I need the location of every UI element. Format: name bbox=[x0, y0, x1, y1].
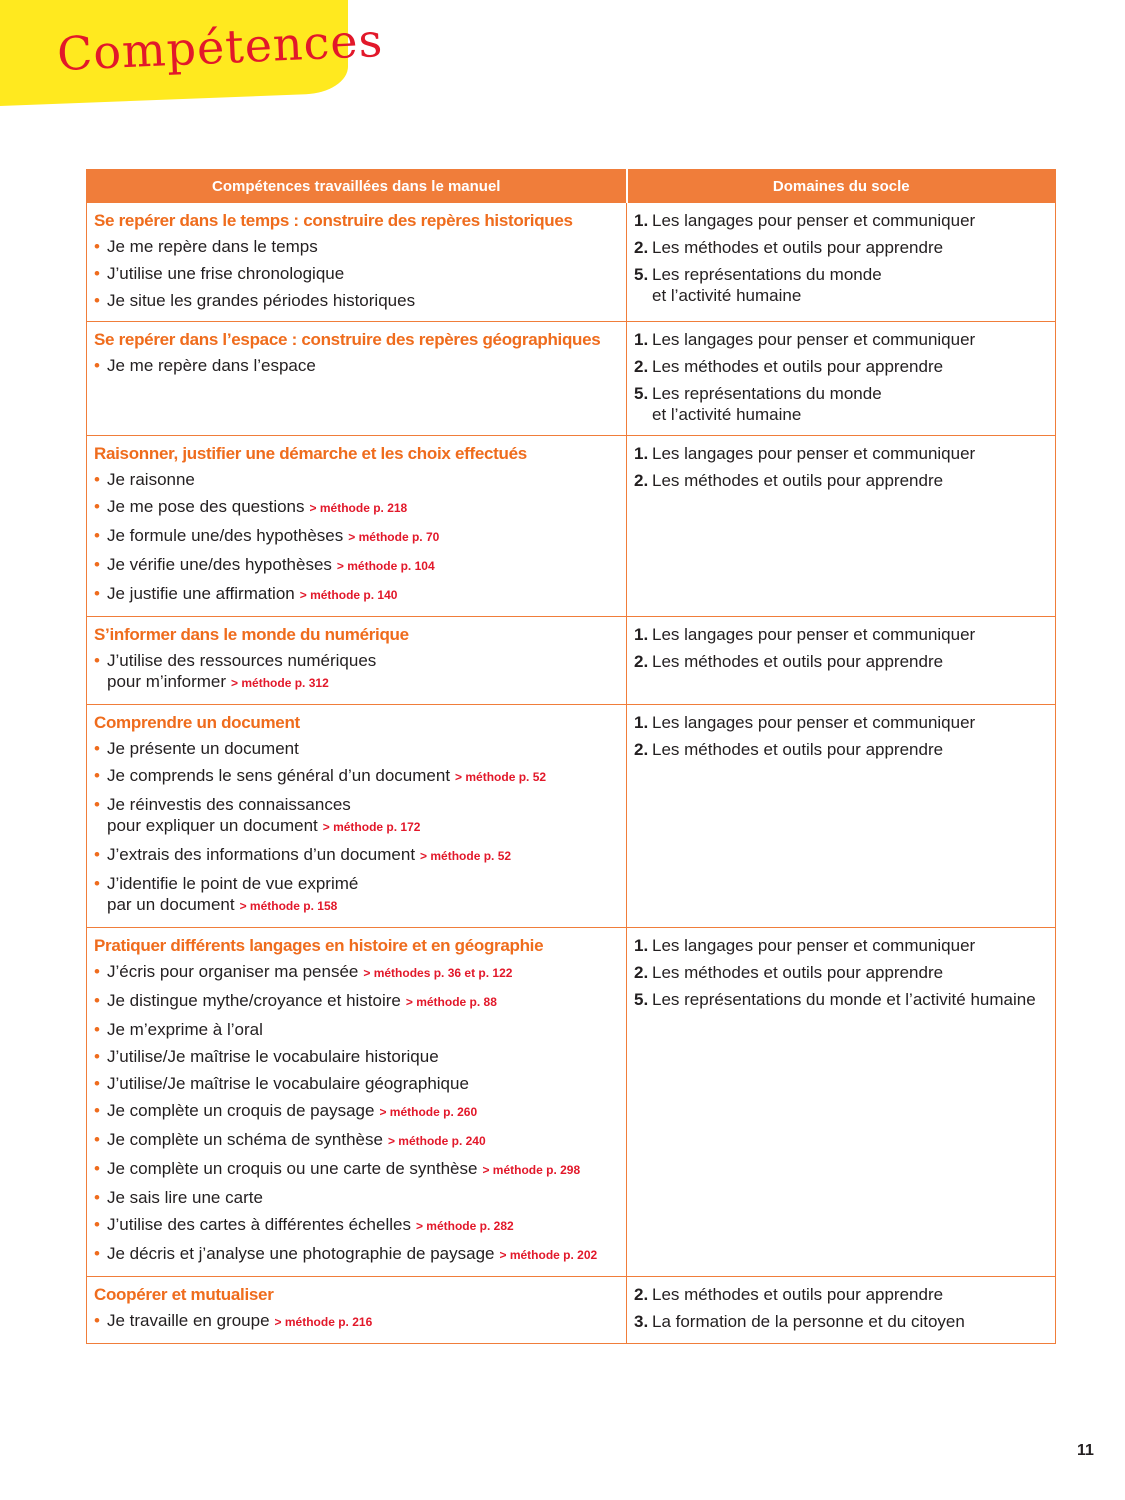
bullet-icon: • bbox=[94, 874, 100, 893]
domain-item bbox=[634, 935, 1048, 956]
competence-text: Je me repère dans l’espace bbox=[107, 356, 316, 375]
method-reference: > méthode p. 158 bbox=[239, 899, 338, 913]
competence-item bbox=[94, 1310, 619, 1333]
bullet-icon: • bbox=[94, 962, 100, 981]
table-row bbox=[87, 322, 1056, 436]
category-title: Raisonner, justifier une démarche et les choix effectués bbox=[94, 444, 527, 463]
domain-number: 2. bbox=[634, 238, 649, 257]
competence-text-continued: par un document bbox=[107, 895, 235, 914]
domain-text-block bbox=[652, 470, 943, 491]
category-title: Pratiquer différents langages en histoire et en géographie bbox=[94, 936, 544, 955]
domain-number: 2. bbox=[634, 740, 649, 759]
table-row bbox=[87, 705, 1056, 928]
bullet-icon: • bbox=[94, 555, 100, 574]
competence-text: Je présente un document bbox=[107, 739, 299, 758]
domain-number: 5. bbox=[634, 265, 649, 284]
competence-line bbox=[107, 1158, 580, 1181]
bullet-icon: • bbox=[94, 1020, 100, 1039]
domain-number: 2. bbox=[634, 963, 649, 982]
competence-line bbox=[107, 794, 420, 815]
competence-line bbox=[107, 815, 420, 838]
competence-text: Je situe les grandes périodes historiques bbox=[107, 291, 416, 310]
competence-text-block bbox=[107, 990, 497, 1013]
domain-text-block bbox=[652, 329, 975, 350]
category-title: Se repérer dans l’espace : construire des repères géographiques bbox=[94, 330, 601, 349]
method-reference: > méthode p. 240 bbox=[387, 1134, 486, 1148]
bullet-icon: • bbox=[94, 291, 100, 310]
domain-number: 3. bbox=[634, 1312, 649, 1331]
competence-item bbox=[94, 1019, 619, 1040]
bullet-icon: • bbox=[94, 1159, 100, 1178]
domain-text: Les langages pour penser et communiquer bbox=[652, 713, 976, 732]
bullet-icon: • bbox=[94, 1130, 100, 1149]
competence-item bbox=[94, 1243, 619, 1266]
competence-line bbox=[107, 738, 299, 759]
bullet-icon: • bbox=[94, 1047, 100, 1066]
domain-item bbox=[634, 470, 1048, 491]
bullet-icon: • bbox=[94, 264, 100, 283]
domain-text-block bbox=[652, 624, 975, 645]
bullet-icon: • bbox=[94, 470, 100, 489]
page-title: Compétences bbox=[55, 12, 385, 82]
competence-text: J’utilise des cartes à différentes échelles bbox=[107, 1215, 411, 1234]
domain-item bbox=[634, 962, 1048, 983]
competences-cell bbox=[87, 436, 627, 617]
table-row bbox=[87, 928, 1056, 1277]
competence-line bbox=[107, 1073, 469, 1094]
table-row bbox=[87, 203, 1056, 322]
competence-line bbox=[107, 1310, 372, 1333]
competence-text: J’utilise/Je maîtrise le vocabulaire géographique bbox=[107, 1074, 469, 1093]
table-row bbox=[87, 1277, 1056, 1344]
competence-item bbox=[94, 1158, 619, 1181]
competence-line bbox=[107, 650, 376, 671]
table-header-row bbox=[87, 170, 1056, 203]
competence-line bbox=[107, 525, 439, 548]
competence-text: Je réinvestis des connaissances bbox=[107, 795, 351, 814]
competence-line bbox=[107, 290, 415, 311]
competence-item bbox=[94, 1100, 619, 1123]
competence-text-block bbox=[107, 469, 195, 490]
domain-number: 2. bbox=[634, 471, 649, 490]
domain-item bbox=[634, 712, 1048, 733]
competence-text-block bbox=[107, 1019, 263, 1040]
competence-item bbox=[94, 236, 619, 257]
competence-text: Je complète un schéma de synthèse bbox=[107, 1130, 383, 1149]
competences-cell bbox=[87, 203, 627, 322]
competence-line bbox=[107, 1214, 514, 1237]
competence-item bbox=[94, 794, 619, 838]
competence-item bbox=[94, 961, 619, 984]
competence-line bbox=[107, 554, 435, 577]
bullet-icon: • bbox=[94, 356, 100, 375]
method-reference: > méthode p. 298 bbox=[482, 1163, 581, 1177]
competence-text-block bbox=[107, 583, 397, 606]
domain-number: 2. bbox=[634, 1285, 649, 1304]
bullet-icon: • bbox=[94, 739, 100, 758]
competence-item bbox=[94, 738, 619, 759]
competence-text: J’écris pour organiser ma pensée bbox=[107, 962, 359, 981]
competence-text-block bbox=[107, 1073, 469, 1094]
domain-text: Les méthodes et outils pour apprendre bbox=[652, 963, 944, 982]
bullet-icon: • bbox=[94, 1188, 100, 1207]
competence-text: Je raisonne bbox=[107, 470, 195, 489]
domain-text-continued: et l’activité humaine bbox=[652, 286, 802, 305]
competences-cell bbox=[87, 322, 627, 436]
competence-item bbox=[94, 496, 619, 519]
domain-text-block bbox=[652, 237, 943, 258]
competence-line bbox=[107, 1243, 597, 1266]
competence-line bbox=[107, 961, 512, 984]
domain-text-block bbox=[652, 443, 975, 464]
domain-item bbox=[634, 651, 1048, 672]
competence-line bbox=[107, 873, 358, 894]
bullet-icon: • bbox=[94, 991, 100, 1010]
domain-text-block bbox=[652, 739, 943, 760]
competence-item bbox=[94, 844, 619, 867]
domain-number: 1. bbox=[634, 211, 649, 230]
competences-cell bbox=[87, 617, 627, 705]
competence-line bbox=[107, 355, 316, 376]
domain-item bbox=[634, 264, 1048, 306]
domain-text-block bbox=[652, 962, 943, 983]
competence-text-block bbox=[107, 1158, 580, 1181]
domaines-cell bbox=[627, 1277, 1056, 1344]
method-reference: > méthode p. 52 bbox=[455, 770, 547, 784]
competence-item bbox=[94, 583, 619, 606]
bullet-icon: • bbox=[94, 1215, 100, 1234]
method-reference: > méthode p. 216 bbox=[274, 1315, 373, 1329]
method-reference: > méthode p. 202 bbox=[499, 1248, 598, 1262]
bullet-icon: • bbox=[94, 651, 100, 670]
domaines-cell bbox=[627, 705, 1056, 928]
competence-item bbox=[94, 765, 619, 788]
method-reference: > méthode p. 172 bbox=[322, 820, 421, 834]
competence-text: Je sais lire une carte bbox=[107, 1188, 263, 1207]
competence-item bbox=[94, 554, 619, 577]
domain-text-block bbox=[652, 356, 943, 377]
domain-text-block bbox=[652, 651, 943, 672]
competence-text-block bbox=[107, 1100, 477, 1123]
domain-text: Les représentations du monde bbox=[652, 384, 882, 403]
domain-number: 5. bbox=[634, 990, 649, 1009]
domaines-cell bbox=[627, 203, 1056, 322]
method-reference: > méthode p. 88 bbox=[405, 995, 497, 1009]
competence-item bbox=[94, 990, 619, 1013]
domain-text: Les langages pour penser et communiquer bbox=[652, 625, 976, 644]
competence-text: Je complète un croquis de paysage bbox=[107, 1101, 375, 1120]
domain-item bbox=[634, 1284, 1048, 1305]
competence-text-block bbox=[107, 496, 407, 519]
domain-item bbox=[634, 443, 1048, 464]
competence-text-block bbox=[107, 844, 511, 867]
competences-cell bbox=[87, 1277, 627, 1344]
bullet-icon: • bbox=[94, 1074, 100, 1093]
domain-number: 5. bbox=[634, 384, 649, 403]
competence-text: Je vérifie une/des hypothèses bbox=[107, 555, 332, 574]
domain-item bbox=[634, 383, 1048, 425]
competence-text-block bbox=[107, 1129, 486, 1152]
domain-item bbox=[634, 989, 1048, 1010]
domaines-cell bbox=[627, 322, 1056, 436]
competence-text-block bbox=[107, 1187, 263, 1208]
competence-text-block bbox=[107, 1310, 372, 1333]
domaines-cell bbox=[627, 928, 1056, 1277]
bullet-icon: • bbox=[94, 237, 100, 256]
method-reference: > méthode p. 104 bbox=[336, 559, 435, 573]
method-reference: > méthode p. 70 bbox=[348, 530, 440, 544]
bullet-icon: • bbox=[94, 1101, 100, 1120]
category-title: Coopérer et mutualiser bbox=[94, 1285, 274, 1304]
competence-line bbox=[107, 844, 511, 867]
domain-text: Les méthodes et outils pour apprendre bbox=[652, 471, 944, 490]
domain-number: 1. bbox=[634, 444, 649, 463]
domain-number: 2. bbox=[634, 652, 649, 671]
competence-item bbox=[94, 1187, 619, 1208]
bullet-icon: • bbox=[94, 584, 100, 603]
domain-text-block bbox=[652, 264, 882, 306]
competence-text-block bbox=[107, 525, 439, 548]
competence-text: Je décris et j’analyse une photographie de paysage bbox=[107, 1244, 495, 1263]
domain-text: Les méthodes et outils pour apprendre bbox=[652, 652, 944, 671]
competence-item bbox=[94, 1129, 619, 1152]
competence-text-block bbox=[107, 554, 435, 577]
competence-text: Je me pose des questions bbox=[107, 497, 305, 516]
domain-number: 1. bbox=[634, 625, 649, 644]
domain-item bbox=[634, 1311, 1048, 1332]
competence-item bbox=[94, 290, 619, 311]
domain-text: Les méthodes et outils pour apprendre bbox=[652, 357, 944, 376]
domain-text: Les représentations du monde et l’activité humaine bbox=[652, 990, 1036, 1009]
method-reference: > méthodes p. 36 et p. 122 bbox=[363, 966, 513, 980]
domain-item bbox=[634, 624, 1048, 645]
competence-text-block bbox=[107, 1046, 439, 1067]
method-reference: > méthode p. 260 bbox=[379, 1105, 478, 1119]
method-reference: > méthode p. 140 bbox=[299, 588, 398, 602]
domain-item bbox=[634, 237, 1048, 258]
competence-line bbox=[107, 1187, 263, 1208]
method-reference: > méthode p. 218 bbox=[309, 501, 408, 515]
domain-text-block bbox=[652, 210, 975, 231]
header-domaines: Domaines du socle bbox=[627, 170, 1056, 203]
domain-item bbox=[634, 739, 1048, 760]
table-row bbox=[87, 436, 1056, 617]
method-reference: > méthode p. 312 bbox=[231, 676, 329, 690]
competence-item bbox=[94, 650, 619, 694]
competence-line bbox=[107, 990, 497, 1013]
competence-item bbox=[94, 1046, 619, 1067]
domain-text: Les langages pour penser et communiquer bbox=[652, 936, 976, 955]
domain-text: La formation de la personne et du citoyen bbox=[652, 1312, 965, 1331]
competence-text: Je me repère dans le temps bbox=[107, 237, 318, 256]
competence-text: Je m’exprime à l’oral bbox=[107, 1020, 263, 1039]
category-title: Se repérer dans le temps : construire des repères historiques bbox=[94, 211, 573, 230]
competence-item bbox=[94, 469, 619, 490]
domain-text: Les méthodes et outils pour apprendre bbox=[652, 238, 944, 257]
header-competences: Compétences travaillées dans le manuel bbox=[87, 170, 627, 203]
competence-text: J’utilise une frise chronologique bbox=[107, 264, 345, 283]
competence-text-block bbox=[107, 961, 512, 984]
domain-number: 1. bbox=[634, 936, 649, 955]
bullet-icon: • bbox=[94, 1311, 100, 1330]
competence-line bbox=[107, 1129, 486, 1152]
competence-item bbox=[94, 525, 619, 548]
domain-text: Les langages pour penser et communiquer bbox=[652, 444, 976, 463]
domain-text: Les méthodes et outils pour apprendre bbox=[652, 740, 944, 759]
competence-text-block bbox=[107, 738, 299, 759]
competence-text-block bbox=[107, 794, 420, 838]
competence-text-block bbox=[107, 873, 358, 917]
method-reference: > méthode p. 52 bbox=[420, 849, 512, 863]
domain-item bbox=[634, 329, 1048, 350]
competence-line bbox=[107, 496, 407, 519]
bullet-icon: • bbox=[94, 1244, 100, 1263]
competence-line bbox=[107, 671, 376, 694]
competence-text: Je comprends le sens général d’un document bbox=[107, 766, 451, 785]
competence-item bbox=[94, 1073, 619, 1094]
competence-line bbox=[107, 1046, 439, 1067]
bullet-icon: • bbox=[94, 795, 100, 814]
competence-line bbox=[107, 1100, 477, 1123]
competence-text: J’extrais des informations d’un document bbox=[107, 845, 416, 864]
competence-item bbox=[94, 263, 619, 284]
domain-text: Les méthodes et outils pour apprendre bbox=[652, 1285, 944, 1304]
domain-text-block bbox=[652, 1284, 943, 1305]
domain-text: Les représentations du monde bbox=[652, 265, 882, 284]
competence-line bbox=[107, 469, 195, 490]
competence-line bbox=[107, 765, 546, 788]
domain-text-block bbox=[652, 1311, 965, 1332]
competence-item bbox=[94, 873, 619, 917]
competence-text: Je travaille en groupe bbox=[107, 1311, 270, 1330]
domain-item bbox=[634, 356, 1048, 377]
domain-number: 2. bbox=[634, 357, 649, 376]
competence-item bbox=[94, 355, 619, 376]
competence-line bbox=[107, 1019, 263, 1040]
competence-line bbox=[107, 583, 397, 606]
bullet-icon: • bbox=[94, 845, 100, 864]
competence-text: Je distingue mythe/croyance et histoire bbox=[107, 991, 401, 1010]
domain-text-block bbox=[652, 989, 1036, 1010]
method-reference: > méthode p. 282 bbox=[415, 1219, 514, 1233]
bullet-icon: • bbox=[94, 526, 100, 545]
domain-text-continued: et l’activité humaine bbox=[652, 405, 802, 424]
domain-text: Les langages pour penser et communiquer bbox=[652, 330, 976, 349]
competence-text: Je justifie une affirmation bbox=[107, 584, 295, 603]
competence-text-block bbox=[107, 765, 546, 788]
competence-text-continued: pour m’informer bbox=[107, 672, 227, 691]
competences-cell bbox=[87, 705, 627, 928]
competence-text: Je complète un croquis ou une carte de synthèse bbox=[107, 1159, 478, 1178]
competence-text-block bbox=[107, 236, 318, 257]
competence-text-block bbox=[107, 263, 344, 284]
domaines-cell bbox=[627, 617, 1056, 705]
competence-text-block bbox=[107, 290, 415, 311]
table-body bbox=[87, 203, 1056, 1344]
competence-text: Je formule une/des hypothèses bbox=[107, 526, 344, 545]
competence-text-block bbox=[107, 1243, 597, 1266]
domaines-cell bbox=[627, 436, 1056, 617]
category-title: Comprendre un document bbox=[94, 713, 300, 732]
competence-text: J’identifie le point de vue exprimé bbox=[107, 874, 359, 893]
competence-line bbox=[107, 894, 358, 917]
competence-line bbox=[107, 236, 318, 257]
page-number: 11 bbox=[1077, 1442, 1094, 1459]
domain-number: 1. bbox=[634, 330, 649, 349]
domain-text-block bbox=[652, 383, 882, 425]
category-title: S’informer dans le monde du numérique bbox=[94, 625, 409, 644]
competence-text-block bbox=[107, 1214, 514, 1237]
domain-text: Les langages pour penser et communiquer bbox=[652, 211, 976, 230]
competence-line bbox=[107, 263, 344, 284]
competences-cell bbox=[87, 928, 627, 1277]
bullet-icon: • bbox=[94, 497, 100, 516]
competence-text-block bbox=[107, 650, 376, 694]
competence-text: J’utilise des ressources numériques bbox=[107, 651, 377, 670]
domain-number: 1. bbox=[634, 713, 649, 732]
bullet-icon: • bbox=[94, 766, 100, 785]
competences-table bbox=[86, 169, 1056, 1344]
competence-text-continued: pour expliquer un document bbox=[107, 816, 318, 835]
competence-text: J’utilise/Je maîtrise le vocabulaire historique bbox=[107, 1047, 439, 1066]
table-row bbox=[87, 617, 1056, 705]
domain-text-block bbox=[652, 712, 975, 733]
competence-text-block bbox=[107, 355, 316, 376]
competence-item bbox=[94, 1214, 619, 1237]
domain-text-block bbox=[652, 935, 975, 956]
domain-item bbox=[634, 210, 1048, 231]
